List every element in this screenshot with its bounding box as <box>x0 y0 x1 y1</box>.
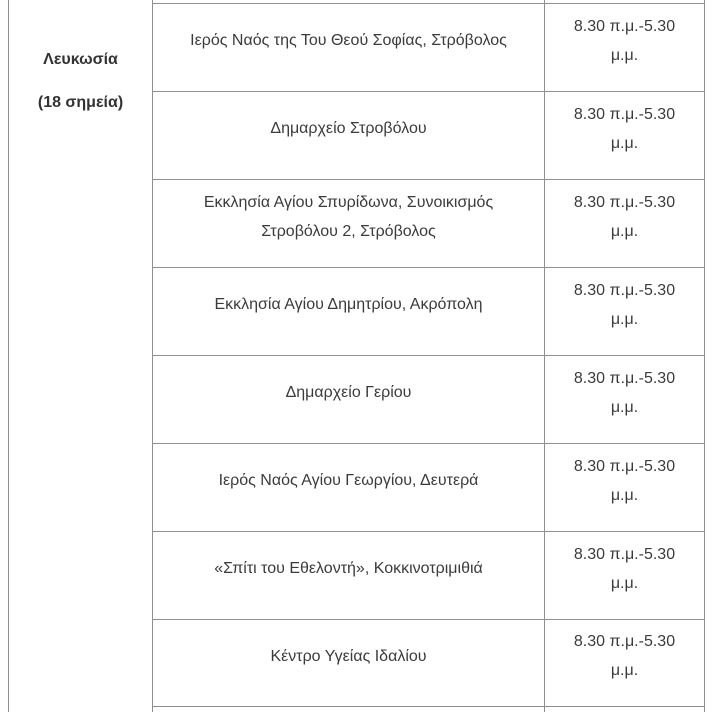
region-cell <box>9 0 152 712</box>
hours-text: 8.30 π.μ.-5.30 μ.μ. <box>573 281 676 328</box>
location-text: Ιερός Ναός της Του Θεού Σοφίας, Στρόβολος <box>190 32 507 49</box>
table-row <box>153 443 704 531</box>
table-row <box>153 179 704 267</box>
hours-cell <box>545 620 704 706</box>
location-cell <box>153 356 544 443</box>
hours-text: 8.30 π.μ.-5.30 μ.μ. <box>573 545 676 592</box>
table-row <box>153 91 704 179</box>
location-text: Εκκλησία Αγίου Σπυρίδωνα, Συνοικισμός Στροβόλου 2, Στρόβολος <box>203 193 494 240</box>
hours-cell <box>545 180 704 267</box>
table-row <box>153 531 704 619</box>
location-text: Δημαρχείο Στροβόλου <box>270 120 427 137</box>
location-text: «Σπίτι του Εθελοντή», Κοκκινοτριμιθιά <box>214 560 483 577</box>
hours-text: 8.30 π.μ.-5.30 μ.μ. <box>573 457 676 504</box>
hours-cell <box>545 532 704 619</box>
table-row <box>153 619 704 707</box>
table-row <box>153 355 704 443</box>
hours-text: 8.30 π.μ.-5.30 μ.μ. <box>573 369 676 416</box>
region-points-count: (18 σημεία) <box>37 94 124 111</box>
hours-text: 8.30 π.μ.-5.30 μ.μ. <box>573 17 676 64</box>
location-cell <box>153 4 544 91</box>
location-text: Εκκλησία Αγίου Δημητρίου, Ακρόπολη <box>214 296 483 313</box>
location-text: Κέντρο Υγείας Ιδαλίου <box>270 647 427 665</box>
hours-text: 8.30 π.μ.-5.30 μ.μ. <box>573 633 676 679</box>
location-cell <box>153 92 544 179</box>
location-cell <box>153 620 544 706</box>
hours-cell <box>545 268 704 355</box>
location-cell <box>153 180 544 267</box>
region-name: Λευκωσία <box>43 51 118 68</box>
location-cell <box>153 532 544 619</box>
location-cell <box>153 268 544 355</box>
hours-cell <box>545 92 704 179</box>
hours-text: 8.30 π.μ.-5.30 μ.μ. <box>573 193 676 240</box>
table-row <box>153 267 704 355</box>
location-text: Ιερός Ναός Αγίου Γεωργίου, Δευτερά <box>218 472 479 489</box>
hours-text: 8.30 π.μ.-5.30 μ.μ. <box>573 105 676 152</box>
location-cell <box>153 444 544 531</box>
hours-cell <box>545 356 704 443</box>
location-text: Δημαρχείο Γερίου <box>285 384 412 401</box>
table-row <box>153 3 704 91</box>
table-right-border-line <box>704 0 705 712</box>
hours-cell <box>545 4 704 91</box>
hours-cell <box>545 444 704 531</box>
